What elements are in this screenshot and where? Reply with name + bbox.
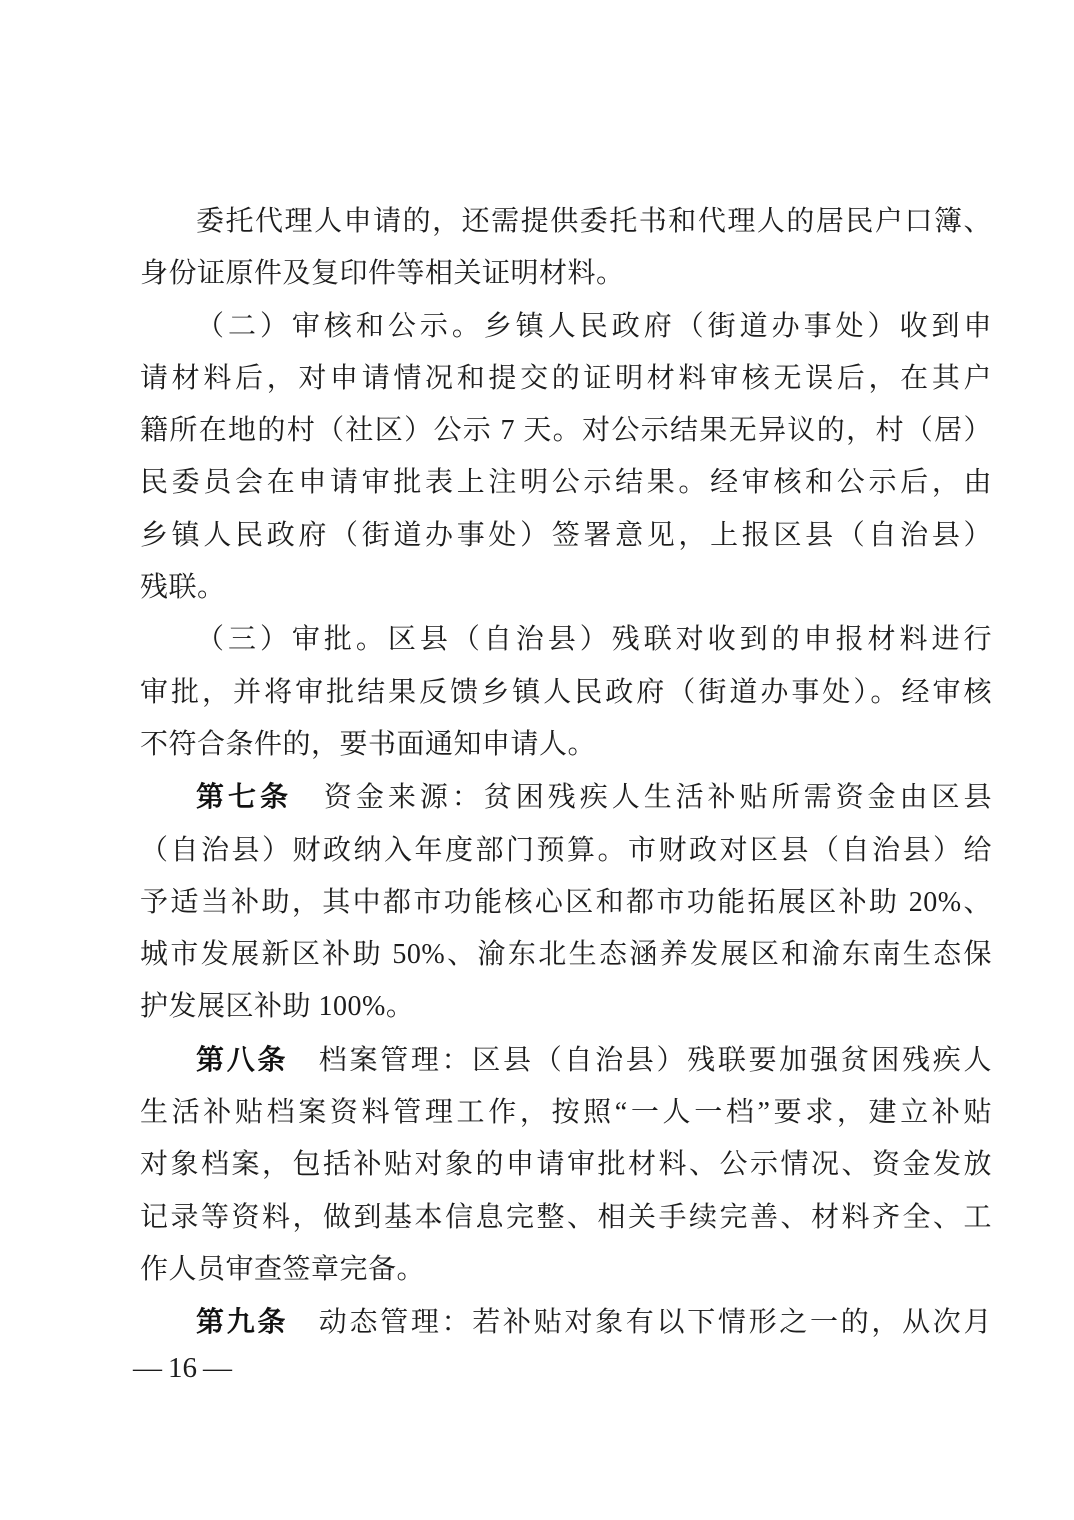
text-line: 乡镇人民政府（街道办事处）签署意见，上报区县（自治县）	[140, 519, 992, 551]
page-footer	[133, 1348, 232, 1388]
footer-dash-left: —	[133, 1352, 162, 1384]
text-line: 委托代理人申请的，还需提供委托书和代理人的居民户口簿、	[196, 206, 992, 237]
article-heading-rest: 动态管理：若补贴对象有以下情形之一的，从次月	[288, 1307, 992, 1339]
page-number: 16	[168, 1352, 197, 1384]
text-line: （自治县）财政纳入年度部门预算。市财政对区县（自治县）给	[140, 834, 992, 866]
text-line: 生活补贴档案资料管理工作，按照“一人一档”要求，建立补贴	[140, 1097, 992, 1129]
text-line: 身份证原件及复印件等相关证明材料。	[140, 258, 625, 290]
text-line: 对象档案，包括补贴对象的申请审批材料、公示情况、资金发放	[140, 1149, 992, 1181]
text-line: 不符合条件的，要书面通知申请人。	[140, 728, 597, 760]
article-heading-rest: 资金来源：贫困残疾人生活补贴所需资金由区县	[291, 782, 992, 814]
text-line: 请材料后，对申请情况和提交的证明材料审核无误后，在其户	[140, 362, 992, 394]
text-line	[140, 771, 992, 824]
article-heading: 第九条	[196, 1306, 289, 1338]
document-body	[140, 196, 992, 1350]
text-line: 审批，并将审批结果反馈乡镇人民政府（街道办事处）。经审核	[140, 676, 992, 708]
text-line: 籍所在地的村（社区）公示 7 天。对公示结果无异议的，村（居）	[140, 415, 992, 447]
text-line	[140, 1296, 992, 1349]
article-heading: 第八条	[196, 1043, 289, 1075]
text-line: 记录等资料，做到基本信息完整、相关手续完善、材料齐全、工	[140, 1201, 992, 1233]
text-line: （二）审核和公示。乡镇人民政府（街道办事处）收到申	[196, 310, 992, 342]
text-line	[140, 1034, 992, 1087]
text-line: 残联。	[140, 572, 226, 604]
footer-dash-right: —	[203, 1352, 232, 1384]
text-line: 城市发展新区补助 50%、渝东北生态涵养发展区和渝东南生态保	[140, 939, 992, 971]
text-line: 作人员审查签章完备。	[140, 1253, 426, 1285]
text-line: 予适当补助，其中都市功能核心区和都市功能拓展区补助 20%、	[140, 886, 992, 918]
text-line: 民委员会在申请审批表上注明公示结果。经审核和公示后，由	[140, 467, 992, 499]
article-heading: 第七条	[196, 781, 292, 813]
text-line: （三）审批。区县（自治县）残联对收到的申报材料进行	[196, 624, 992, 656]
article-heading-rest: 档案管理：区县（自治县）残联要加强贫困残疾人	[288, 1044, 992, 1076]
text-line: 护发展区补助 100%。	[140, 991, 415, 1023]
